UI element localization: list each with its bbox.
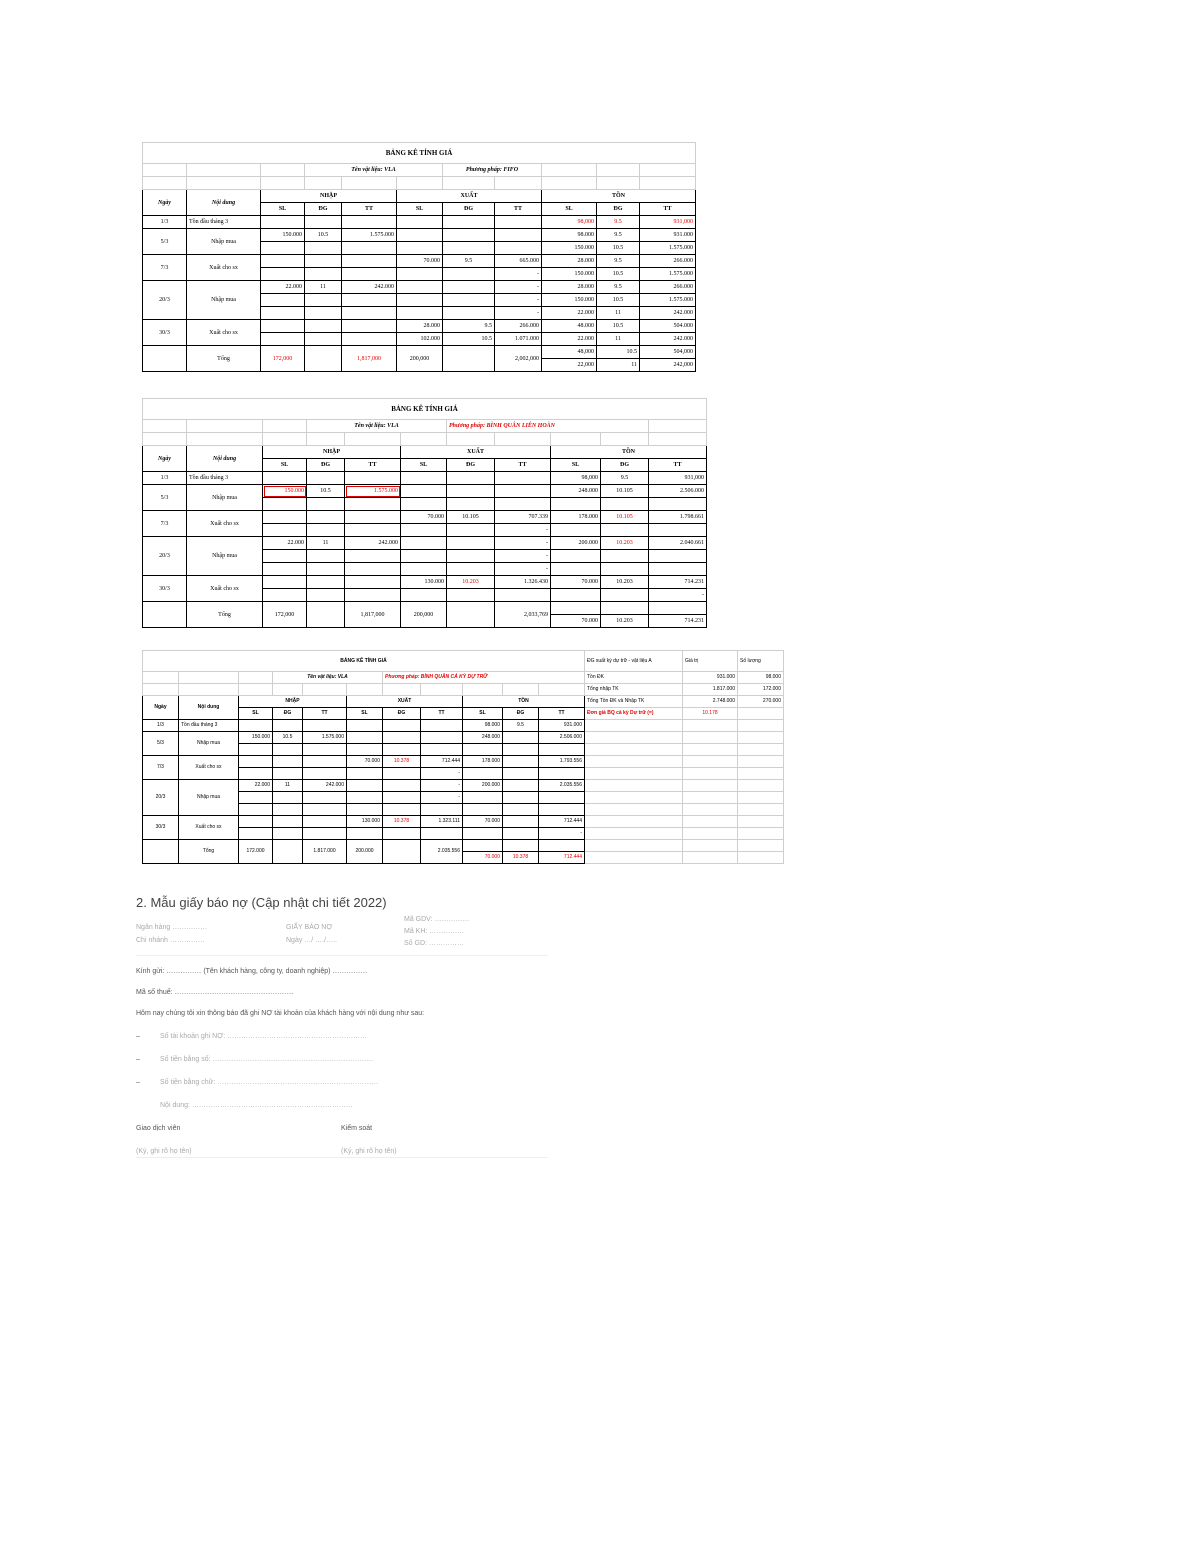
tax-code-line: Mã số thuế: …………………………………………… xyxy=(136,989,294,996)
total-row xyxy=(143,840,784,852)
cell: 10.5 xyxy=(597,320,640,333)
col-sl: SL xyxy=(463,708,503,720)
cell: 11 xyxy=(273,780,303,792)
cell: 22,000 xyxy=(542,359,597,372)
col-tt: TT xyxy=(495,203,542,216)
cell: 931,000 xyxy=(649,472,707,485)
cell: 1.326.430 xyxy=(495,576,551,589)
col-dg: ĐG xyxy=(601,459,649,472)
col-tt: TT xyxy=(345,459,401,472)
cell: 248.000 xyxy=(551,485,601,498)
table-row xyxy=(143,320,696,333)
cell: 1/3 xyxy=(143,216,187,229)
cell: Tồn đầu tháng 3 xyxy=(187,216,261,229)
cell: Xuất cho sx xyxy=(179,756,239,780)
branch-field: Chi nhánh …………… xyxy=(136,937,205,944)
col-tt: TT xyxy=(495,459,551,472)
cell: 2.040.661 xyxy=(649,537,707,550)
gdv-field: Mã GDV: …………… xyxy=(404,916,470,923)
cell: 28.000 xyxy=(542,255,597,268)
cell: 931,000 xyxy=(640,216,696,229)
col-date: Ngày xyxy=(143,446,187,472)
cell: 10.378 xyxy=(383,816,421,828)
signer-teller: Giao dịch viên xyxy=(136,1125,181,1132)
fifo-table xyxy=(142,142,696,372)
cell: 9.5 xyxy=(597,255,640,268)
cell: 1.071.000 xyxy=(495,333,542,346)
cell: 11 xyxy=(307,537,345,550)
list-item xyxy=(136,1079,548,1086)
cell: 22.000 xyxy=(542,307,597,320)
cell: 2,033,769 xyxy=(495,602,551,628)
col-tt: TT xyxy=(303,708,347,720)
cell: 11 xyxy=(597,333,640,346)
cell: Nhập mua xyxy=(187,485,263,511)
cell: - xyxy=(495,550,551,563)
cell: 7/3 xyxy=(143,511,187,537)
cell: 1.575.000 xyxy=(640,294,696,307)
cell: 931.000 xyxy=(640,229,696,242)
cell: 504,000 xyxy=(640,346,696,359)
debit-note-section xyxy=(136,895,548,1158)
cell: 70.000 xyxy=(463,852,503,864)
signer-teller-note: (Ký, ghi rõ họ tên) xyxy=(136,1148,192,1155)
col-ton: TỒN xyxy=(551,446,707,459)
fifo-sheet xyxy=(142,142,696,372)
cell: 10.378 xyxy=(383,756,421,768)
cell: 1.575.000 xyxy=(640,242,696,255)
recipient-line: Kính gửi: …………… (Tên khách hàng, công ty, doanh nghiệp) …………… xyxy=(136,968,368,975)
moving-average-method: Phương pháp: BÌNH QUÂN LIÊN HOÀN xyxy=(447,420,649,433)
intro-line: Hôm nay chúng tôi xin thông báo đã ghi NỢ tài khoản của khách hàng với nội dung như sau: xyxy=(136,1010,425,1017)
col-xuat: XUẤT xyxy=(347,696,463,708)
table-row xyxy=(143,756,784,768)
cell: 1.817.000 xyxy=(303,840,347,864)
cell: 98,000 xyxy=(542,216,597,229)
cell: - xyxy=(495,563,551,576)
item-text: Số tài khoản ghi NỢ: …………………………………………………… xyxy=(160,1033,368,1040)
cell: 200,000 xyxy=(401,602,447,628)
bullet: – xyxy=(136,1079,140,1086)
cell: 98,000 xyxy=(551,472,601,485)
moving-average-material: Tên vật liệu: VLA xyxy=(307,420,447,433)
side-head-b: Giá trị xyxy=(683,651,738,672)
cell: 130.000 xyxy=(347,816,383,828)
debit-note-header xyxy=(136,916,548,947)
period-average-material: Tên vật liệu: VLA xyxy=(273,672,383,684)
cell: 70.000 xyxy=(463,816,503,828)
cell: - xyxy=(495,307,542,320)
cell: 10.105 xyxy=(601,511,649,524)
kh-field: Mã KH: …………… xyxy=(404,928,465,935)
col-tt: TT xyxy=(421,708,463,720)
cell: 266.000 xyxy=(640,255,696,268)
side-cell: 1.817.000 xyxy=(683,684,738,696)
cell: 1.575.000 xyxy=(640,268,696,281)
cell: - xyxy=(649,589,707,602)
table-row xyxy=(143,537,707,550)
moving-average-title: BẢNG KÊ TÍNH GIÁ xyxy=(143,399,707,420)
cell: - xyxy=(421,792,463,804)
note-title: GIẤY BÁO NỢ xyxy=(286,924,333,931)
table-row xyxy=(143,576,707,589)
cell: 10.5 xyxy=(443,333,495,346)
signer-controller: Kiểm soát xyxy=(341,1125,373,1132)
cell: 7/3 xyxy=(143,255,187,281)
cell: 178.000 xyxy=(463,756,503,768)
col-sl: SL xyxy=(551,459,601,472)
fifo-title: BẢNG KÊ TÍNH GIÁ xyxy=(143,143,696,164)
col-sl: SL xyxy=(401,459,447,472)
table-row xyxy=(143,472,707,485)
fifo-material: Tên vật liệu: VLA xyxy=(305,164,443,177)
side-cell: 10.178 xyxy=(683,708,738,720)
note-date: Ngày …/ …./….. xyxy=(286,937,337,944)
cell: 10.5 xyxy=(597,242,640,255)
cell: Tồn đầu tháng 3 xyxy=(187,472,263,485)
cell: 20/3 xyxy=(143,281,187,320)
item-text: Nội dung: …………………………………………………………… xyxy=(160,1102,353,1109)
cell: 1.575.000 xyxy=(342,229,397,242)
cell: 9.5 xyxy=(601,472,649,485)
col-nhap: NHẬP xyxy=(239,696,347,708)
cell: 1/3 xyxy=(143,472,187,485)
col-dg: ĐG xyxy=(383,708,421,720)
side-cell: 98.000 xyxy=(738,672,784,684)
cell: 1.575.000 xyxy=(303,732,347,744)
cell: 9.5 xyxy=(597,216,640,229)
cell: Nhập mua xyxy=(187,281,261,320)
cell: 70.000 xyxy=(397,255,443,268)
cell: 242.000 xyxy=(345,537,401,550)
cell: - xyxy=(421,780,463,792)
cell: 242.000 xyxy=(342,281,397,294)
table-row xyxy=(143,255,696,268)
cell: 248.000 xyxy=(463,732,503,744)
period-average-sheet xyxy=(142,650,784,864)
item-text: Số tiền bằng số: …………………………………………………………… xyxy=(160,1056,374,1063)
side-head-c: Số lượng xyxy=(738,651,784,672)
cell: 150.000 xyxy=(261,229,305,242)
col-sl: SL xyxy=(397,203,443,216)
side-cell: 931.000 xyxy=(683,672,738,684)
cell: Nhập mua xyxy=(179,780,239,816)
cell: 1/3 xyxy=(143,720,179,732)
cell: - xyxy=(539,828,585,840)
cell: 712.444 xyxy=(421,756,463,768)
cell: 504.000 xyxy=(640,320,696,333)
col-tt: TT xyxy=(342,203,397,216)
cell: Nhập mua xyxy=(187,537,263,576)
col-ton: TỒN xyxy=(542,190,696,203)
cell: 266.000 xyxy=(640,281,696,294)
cell: 28.000 xyxy=(397,320,443,333)
cell: 172,000 xyxy=(261,346,305,372)
col-tt: TT xyxy=(539,708,585,720)
table-row xyxy=(143,511,707,524)
cell: Nhập mua xyxy=(179,732,239,756)
bank-field: Ngân hàng …………… xyxy=(136,924,208,931)
cell: 10.5 xyxy=(307,485,345,498)
col-sl: SL xyxy=(263,459,307,472)
cell: 70.000 xyxy=(401,511,447,524)
cell: 98.000 xyxy=(463,720,503,732)
cell: Xuất cho sx xyxy=(187,255,261,281)
cell: 70.000 xyxy=(551,576,601,589)
cell: 11 xyxy=(597,307,640,320)
bullet: – xyxy=(136,1033,140,1040)
total-label: Tổng xyxy=(187,346,261,372)
col-xuat: XUẤT xyxy=(401,446,551,459)
cell: 70.000 xyxy=(347,756,383,768)
cell: 178.000 xyxy=(551,511,601,524)
cell: 10.5 xyxy=(597,268,640,281)
list-item xyxy=(136,1056,548,1063)
table-row xyxy=(143,281,696,294)
col-content: Nội dung xyxy=(179,696,239,720)
cell: 130.000 xyxy=(401,576,447,589)
cell: 2.506.000 xyxy=(539,732,585,744)
cell: 10.5 xyxy=(273,732,303,744)
cell: 48.000 xyxy=(542,320,597,333)
cell: 7/3 xyxy=(143,756,179,780)
cell: 22.000 xyxy=(542,333,597,346)
total-label: Tổng xyxy=(179,840,239,864)
col-dg: ĐG xyxy=(443,203,495,216)
cell: 150.000 xyxy=(542,242,597,255)
col-sl: SL xyxy=(261,203,305,216)
cell: 1.793.556 xyxy=(539,756,585,768)
cell: Nhập mua xyxy=(187,229,261,255)
cell: Xuất cho sx xyxy=(179,816,239,840)
cell: 102.000 xyxy=(397,333,443,346)
cell: 1,817,000 xyxy=(345,602,401,628)
cell: - xyxy=(495,537,551,550)
side-head-a: ĐG xuất kỳ dự trữ - vật liệu A xyxy=(585,651,683,672)
cell: 2.506.000 xyxy=(649,485,707,498)
cell: 707.339 xyxy=(495,511,551,524)
cell: 242.000 xyxy=(303,780,347,792)
cell: - xyxy=(495,294,542,307)
cell: 150.000 xyxy=(542,268,597,281)
side-cell xyxy=(738,708,784,720)
side-cell: Đơn giá BQ cả kỳ Dự trữ (=) xyxy=(585,708,683,720)
cell: 22.000 xyxy=(261,281,305,294)
cell: 1,817,000 xyxy=(342,346,397,372)
cell: 150.000 xyxy=(239,732,273,744)
fifo-method: Phương pháp: FIFO xyxy=(443,164,542,177)
cell: 712.444 xyxy=(539,852,585,864)
cell: 30/3 xyxy=(143,320,187,346)
col-dg: ĐG xyxy=(273,708,303,720)
cell: 20/3 xyxy=(143,537,187,576)
total-label: Tổng xyxy=(187,602,263,628)
moving-average-table xyxy=(142,398,707,628)
table-row xyxy=(143,816,784,828)
cell: 70.000 xyxy=(551,615,601,628)
cell: 1.575.000 xyxy=(345,485,401,498)
cell: 9.5 xyxy=(443,320,495,333)
col-content: Nội dung xyxy=(187,446,263,472)
cell: 1.323.111 xyxy=(421,816,463,828)
cell: 11 xyxy=(597,359,640,372)
cell: 9.5 xyxy=(597,281,640,294)
col-dg: ĐG xyxy=(307,459,345,472)
cell: 10.105 xyxy=(447,511,495,524)
cell: 10.203 xyxy=(601,576,649,589)
cell: 22.000 xyxy=(239,780,273,792)
col-dg: ĐG xyxy=(597,203,640,216)
cell: 5/3 xyxy=(143,732,179,756)
cell: 5/3 xyxy=(143,485,187,511)
cell: 200.000 xyxy=(463,780,503,792)
col-ton: TỒN xyxy=(463,696,585,708)
cell: - xyxy=(495,268,542,281)
cell: Xuất cho sx xyxy=(187,576,263,602)
col-sl: SL xyxy=(347,708,383,720)
cell: 30/3 xyxy=(143,576,187,602)
cell: 5/3 xyxy=(143,229,187,255)
item-text: Số tiền bằng chữ: …………………………………………………………… xyxy=(160,1079,379,1086)
cell: 10.203 xyxy=(601,615,649,628)
side-cell: 172.000 xyxy=(738,684,784,696)
cell: 48,000 xyxy=(542,346,597,359)
cell: 714.231 xyxy=(649,576,707,589)
col-dg: ĐG xyxy=(503,708,539,720)
col-content: Nội dung xyxy=(187,190,261,216)
cell: 10.203 xyxy=(447,576,495,589)
table-row xyxy=(143,216,696,229)
moving-average-sheet xyxy=(142,398,707,628)
cell: 10.105 xyxy=(601,485,649,498)
col-dg: ĐG xyxy=(305,203,342,216)
list-item xyxy=(136,1102,548,1109)
cell: 242.000 xyxy=(640,307,696,320)
col-date: Ngày xyxy=(143,696,179,720)
cell: 665.000 xyxy=(495,255,542,268)
cell: 10.203 xyxy=(601,537,649,550)
cell: 10.378 xyxy=(503,852,539,864)
col-dg: ĐG xyxy=(447,459,495,472)
cell: - xyxy=(421,768,463,780)
side-cell: Tồn ĐK xyxy=(585,672,683,684)
cell: 11 xyxy=(305,281,342,294)
cell: 10.5 xyxy=(597,294,640,307)
side-cell: 270.000 xyxy=(738,696,784,708)
bullet: – xyxy=(136,1056,140,1063)
side-cell: Tổng Tồn ĐK và Nhập TK xyxy=(585,696,683,708)
period-average-method: Phương pháp: BÌNH QUÂN CẢ KỲ DỰ TRỮ xyxy=(383,672,585,684)
cell: 200.000 xyxy=(347,840,383,864)
cell: 200.000 xyxy=(551,537,601,550)
section-heading: 2. Mẫu giấy báo nợ (Cập nhật chi tiết 2022) xyxy=(136,895,387,910)
cell: 2,002,000 xyxy=(495,346,542,372)
cell: Tồn đầu tháng 3 xyxy=(179,720,239,732)
table-row xyxy=(143,732,784,744)
cell: 10.5 xyxy=(597,346,640,359)
cell: 28.000 xyxy=(542,281,597,294)
cell: 22.000 xyxy=(263,537,307,550)
cell: 200,000 xyxy=(397,346,443,372)
col-xuat: XUẤT xyxy=(397,190,542,203)
cell: 20/3 xyxy=(143,780,179,816)
cell: 9.5 xyxy=(597,229,640,242)
cell: 9.5 xyxy=(503,720,539,732)
cell: 10.5 xyxy=(305,229,342,242)
col-tt: TT xyxy=(649,459,707,472)
cell: 1.798.661 xyxy=(649,511,707,524)
cell: 931.000 xyxy=(539,720,585,732)
col-tt: TT xyxy=(640,203,696,216)
col-sl: SL xyxy=(239,708,273,720)
cell: 2.035.556 xyxy=(421,840,463,864)
cell: - xyxy=(495,524,551,537)
cell: 712.444 xyxy=(539,816,585,828)
cell: 9.5 xyxy=(443,255,495,268)
gd-field: Số GD: …………… xyxy=(404,940,464,947)
col-date: Ngày xyxy=(143,190,187,216)
cell: 172.000 xyxy=(239,840,273,864)
cell: Xuất cho sx xyxy=(187,320,261,346)
cell: 714.231 xyxy=(649,615,707,628)
cell: 266.000 xyxy=(495,320,542,333)
cell: 150.000 xyxy=(542,294,597,307)
table-row xyxy=(143,485,707,498)
period-average-title: BẢNG KÊ TÍNH GIÁ xyxy=(143,651,585,672)
side-cell: Tổng nhập TK xyxy=(585,684,683,696)
table-row xyxy=(143,780,784,792)
table-row xyxy=(143,229,696,242)
signer-controller-note: (Ký, ghi rõ họ tên) xyxy=(341,1148,397,1155)
col-nhap: NHẬP xyxy=(263,446,401,459)
cell: 172,000 xyxy=(263,602,307,628)
table-row xyxy=(143,720,784,732)
cell: Xuất cho sx xyxy=(187,511,263,537)
cell: 150.000 xyxy=(263,485,307,498)
cell: 98.000 xyxy=(542,229,597,242)
cell: 242.000 xyxy=(640,333,696,346)
total-row xyxy=(143,602,707,615)
total-row xyxy=(143,346,696,359)
period-average-table xyxy=(142,650,784,864)
side-cell: 2.748.000 xyxy=(683,696,738,708)
col-nhap: NHẬP xyxy=(261,190,397,203)
list-item xyxy=(136,1033,548,1040)
cell: 2.035.556 xyxy=(539,780,585,792)
col-sl: SL xyxy=(542,203,597,216)
cell: 242,000 xyxy=(640,359,696,372)
cell: - xyxy=(495,281,542,294)
cell: 30/3 xyxy=(143,816,179,840)
